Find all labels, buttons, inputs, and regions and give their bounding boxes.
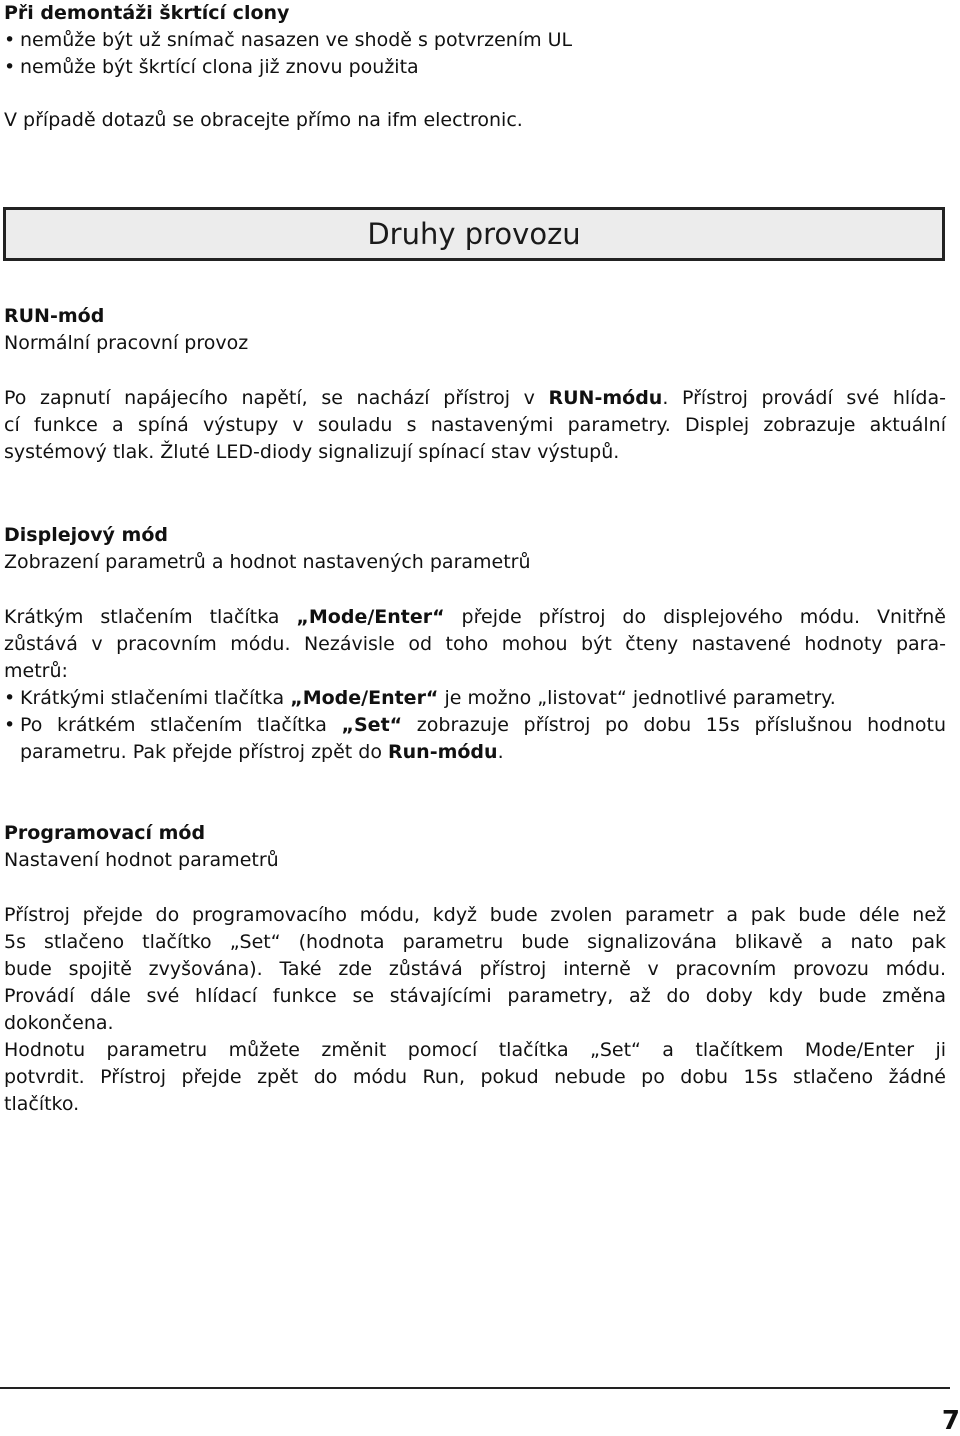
bullet-item [4,54,946,81]
bullet-icon: • [4,56,16,78]
bullet-icon: • [4,29,16,51]
bullet-continuation: parametru. Pak přejde přístroj zpět do Run-módu. [20,741,504,763]
text-line: bude spojitě zvyšována). Také zde zůstává přístroj interně v pracovním provozu módu. [4,958,946,980]
paragraph-programming-mode [4,902,946,1118]
heading-demontaz: Při demontáži škrtící clony [4,2,290,24]
bullet-icon: • [4,714,16,736]
subheading-run-mode: Normální pracovní provoz [4,332,249,354]
text-line: Hodnotu parametru můžete změnit pomocí tlačítka „Set“ a tlačítkem Mode/Enter ji [4,1039,946,1061]
bullet-text: nemůže být škrtící clona již znovu použita [20,56,419,78]
bullet-text: nemůže být už snímač nasazen ve shodě s potvrzením UL [20,29,573,51]
section-demontaz [4,0,946,134]
bullet-item: • Krátkými stlačeními tlačítka „Mode/Enter“ je možno „listovat“ jednotlivé parametry. [4,685,946,712]
paragraph-run-mode [4,385,946,466]
banner-title: Druhy provozu [367,217,581,251]
text-line: dokončena. [4,1012,114,1034]
bullet-item: • Po krátkém stlačením tlačítka „Set“ zobrazuje přístroj po dobu 15s příslušnou hodnotu [4,712,946,739]
paragraph-display-mode [4,604,946,766]
heading-display-mode: Displejový mód [4,524,168,546]
subheading-display-mode: Zobrazení parametrů a hodnot nastavených parametrů [4,551,531,573]
text-line: tlačítko. [4,1093,80,1115]
subheading-programming-mode: Nastavení hodnot parametrů [4,849,279,871]
bullet-icon: • [4,687,16,709]
heading-programming-mode: Programovací mód [4,822,206,844]
text-line: 5s stlačeno tlačítko „Set“ (hodnota parametru bude signalizována blikavě a nato pak [4,931,946,953]
contact-text: V případě dotazů se obracejte přímo na ifm electronic. [4,109,523,131]
text-line: metrů: [4,660,68,682]
text-line: Krátkým stlačením tlačítka „Mode/Enter“ přejde přístroj do displejového módu. Vnitřně [4,606,946,628]
text-line: potvrdit. Přístroj přejde zpět do módu Run, pokud nebude po dobu 15s stlačeno žádné [4,1066,946,1088]
heading-run-mode: RUN-mód [4,305,105,327]
bullet-item [4,27,946,54]
text-line: systémový tlak. Žluté LED-diody signalizují spínací stav výstupů. [4,441,620,463]
section-programming-mode [4,820,946,1118]
section-display-mode [4,522,946,766]
text-line: Přístroj přejde do programovacího módu, když bude zvolen parametr a pak bude déle než [4,904,946,926]
text-line: cí funkce a spíná výstupy v souladu s nastavenými parametry. Displej zobrazuje aktuální [4,414,946,436]
text-line: Po zapnutí napájecího napětí, se nachází přístroj v RUN-módu. Přístroj provádí své hlída- [4,387,946,409]
text-line: Provádí dále své hlídací funkce se stávajícími parametry, až do doby kdy bude změna [4,985,946,1007]
text-line: zůstává v pracovním módu. Nezávisle od toho mohou být čteny nastavené hodnoty para- [4,633,946,655]
page-number: 7 [941,1406,960,1436]
footer-divider [0,1387,950,1389]
section-run-mode [4,303,946,466]
section-banner [3,207,945,261]
